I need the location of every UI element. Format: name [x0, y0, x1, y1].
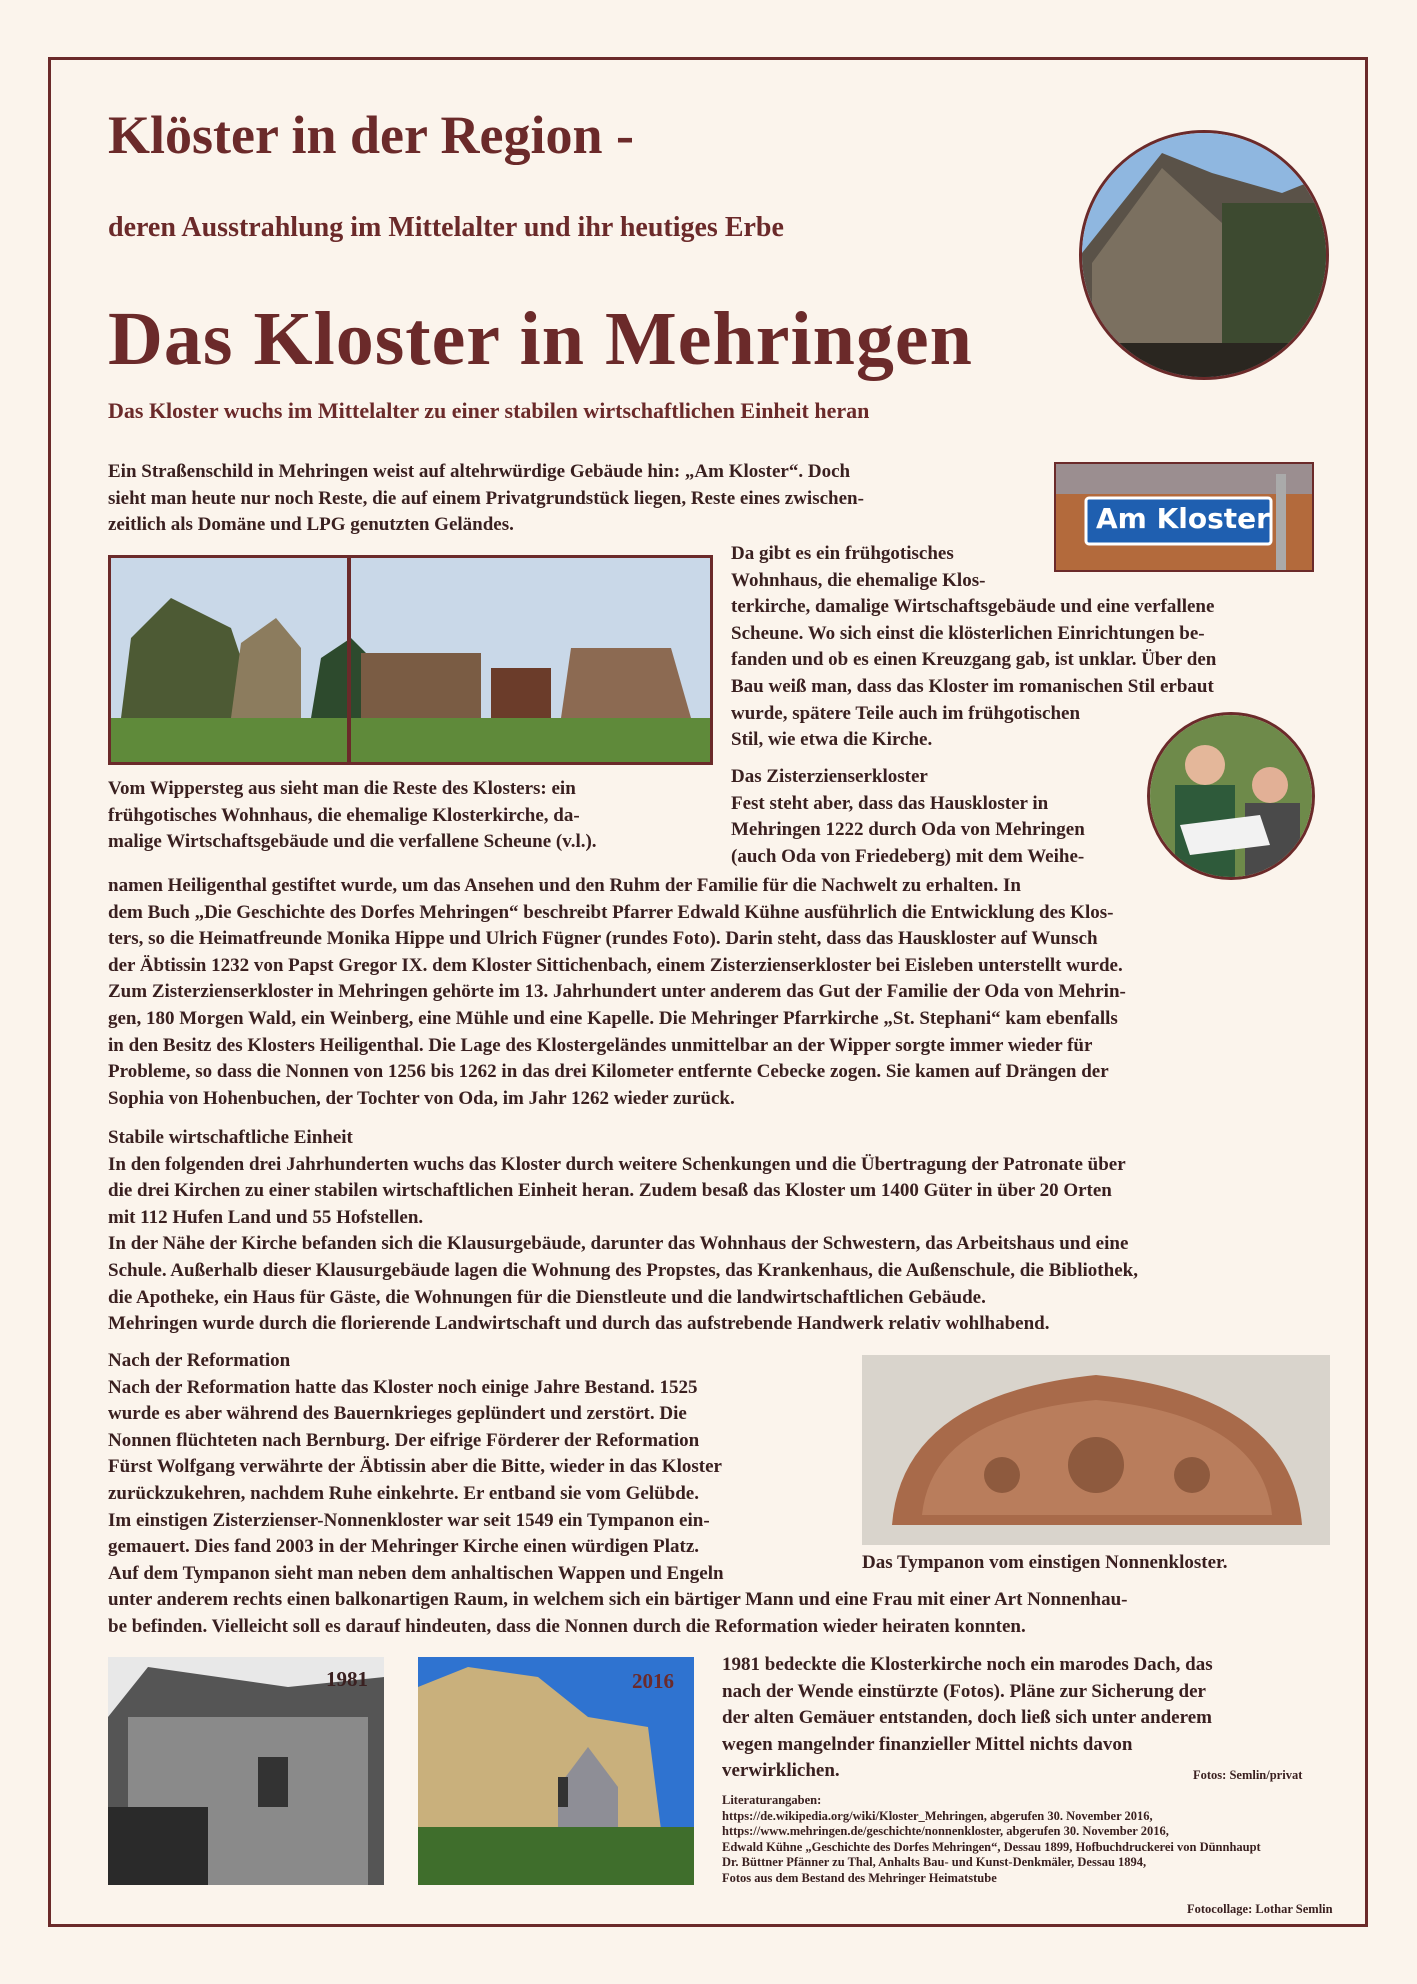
right-column-line: Bau weiß man, dass das Kloster im romanischen Stil erbaut — [731, 675, 1214, 697]
zisterzienser-line: Fest steht aber, dass das Hauskloster in — [731, 792, 1049, 814]
reformation-line: Fürst Wolfgang verwährte der Äbtissin aber die Bitte, wieder in das Kloster — [108, 1456, 722, 1478]
zisterzienser-line: Mehringen 1222 durch Oda von Mehringen — [731, 819, 1085, 841]
intro-line: sieht man heute nur noch Reste, die auf einem Privatgrundstück liegen, Reste eines zwischen- — [108, 487, 864, 509]
reformation-line: Nonnen flüchteten nach Bernburg. Der eifrige Förderer der Reformation — [108, 1429, 700, 1451]
main-title: Das Kloster in Mehringen — [108, 297, 973, 381]
reformation-line: zurückzukehren, nachdem Ruhe einkehrte. Er entband sie vom Gelübde. — [108, 1482, 699, 1504]
ruin-illustration — [1082, 133, 1329, 380]
intro-line: Ein Straßenschild in Mehringen weist auf altehrwürdige Gebäude hin: „Am Kloster“. Doch — [108, 461, 851, 482]
final-line: der alten Gemäuer entstanden, doch ließ sich unter anderem — [722, 1707, 1212, 1729]
literature-section — [722, 1793, 1332, 1886]
photo-caption-line: Vom Wippersteg aus sieht man die Reste des Klosters: ein — [108, 778, 576, 799]
zisterzienser-body-line: Zum Zisterzienserkloster in Mehringen gehörte im 13. Jahrhundert unter anderem das Gut der Familie der Oda von Mehrin- — [108, 981, 1126, 1003]
literature-item: https://www.mehringen.de/geschichte/nonnenkloster, abgerufen 30. November 2016, — [722, 1824, 1169, 1838]
stabil-line: Mehringen wurde durch die florierende Landwirtschaft und durch das aufstrebende Handwerk relativ wohlhabend. — [108, 1313, 1050, 1335]
page-title: Klöster in der Region - — [108, 105, 634, 165]
heimatfreunde-round-photo — [1147, 712, 1315, 880]
stabil-section — [108, 1125, 1333, 1338]
literature-item: https://de.wikipedia.org/wiki/Kloster_Mehringen, abgerufen 30. November 2016, — [722, 1808, 1153, 1823]
reformation-line: wurde es aber während des Bauernkrieges geplündert und zerstört. Die — [108, 1403, 687, 1425]
stabil-line: die drei Kirchen zu einer stabilen wirtschaftlichen Einheit heran. Zudem besaß das Kloster um 1400 Güter in über 20 Orten — [108, 1180, 1112, 1202]
intro-paragraph — [108, 459, 1048, 539]
page-subtitle: deren Ausstrahlung im Mittelalter und ihr heutiges Erbe — [108, 212, 784, 243]
zisterzienser-body-line: Probleme, so dass die Nonnen von 1256 bis 1262 in das drei Kilometer entfernte Cebecke zogen. Sie kamen auf Drängen der — [108, 1061, 1109, 1083]
collage-credit: Fotocollage: Lothar Semlin — [1187, 1902, 1333, 1916]
stabil-line: In den folgenden drei Jahrhunderten wuchs das Kloster durch weitere Schenkungen und die Übertragung der Patronate über — [108, 1153, 1126, 1175]
street-sign-text: Am Kloster — [1096, 502, 1270, 535]
reformation-section — [108, 1348, 868, 1587]
literature-heading: Literaturangaben: — [722, 1793, 822, 1807]
tympanon-caption: Das Tympanon vom einstigen Nonnenkloster. — [862, 1552, 1228, 1573]
reformation-line: unter anderem rechts einen balkonartigen Raum, in welchem sich ein bärtiger Mann und eine Frau mit einer Art Nonnenhau- — [108, 1589, 1128, 1610]
stabil-line: die Apotheke, ein Haus für Gäste, die Wohnungen für die Dienstleute und die landwirtschaftlichen Gebäude. — [108, 1286, 986, 1308]
photo-caption — [108, 776, 708, 856]
right-column-line: wurde, spätere Teile auch im frühgotischen — [731, 702, 1081, 724]
photo-2016 — [418, 1657, 694, 1885]
final-line: wegen mangelnder finanzieller Mittel nichts davon — [722, 1733, 1133, 1755]
final-paragraph — [722, 1652, 1332, 1785]
lead-text: Das Kloster wuchs im Mittelalter zu einer stabilen wirtschaftlichen Einheit heran — [108, 398, 870, 423]
zisterzienser-body-line: der Äbtissin 1232 von Papst Gregor IX. dem Kloster Sittichenbach, einem Zisterzienserkloster bei Eisleben unterstellt wurde. — [108, 954, 1123, 976]
intro-line: zeitlich als Domäne und LPG genutzten Geländes. — [108, 514, 514, 536]
zisterzienser-body-line: namen Heiligenthal gestiftet wurde, um das Ansehen und den Ruhm der Familie für die Nachwelt zu erhalten. In — [108, 875, 1021, 896]
ruin-round-photo — [1079, 130, 1329, 380]
right-column-line: fanden und ob es einen Kreuzgang gab, ist unklar. Über den — [731, 649, 1217, 671]
monastery-remains-illustration — [111, 558, 710, 762]
stabil-line: mit 112 Hufen Land und 55 Hofstellen. — [108, 1206, 424, 1228]
zisterzienser-body-line: gen, 180 Morgen Wald, ein Weinberg, eine Mühle und eine Kapelle. Die Mehringer Pfarrkirche „St. Stephani“ kam ebenfalls — [108, 1007, 1118, 1029]
tympanon-photo — [862, 1355, 1330, 1545]
monastery-remains-photo — [108, 555, 713, 765]
stabil-heading: Stabile wirtschaftliche Einheit — [108, 1127, 353, 1148]
final-line: 1981 bedeckte die Klosterkirche noch ein marodes Dach, das — [722, 1654, 1213, 1675]
right-column-line: terkirche, damalige Wirtschaftsgebäude und eine verfallene — [731, 596, 1215, 618]
photo-caption-line: frühgotisches Wohnhaus, die ehemalige Klosterkirche, da- — [108, 804, 580, 826]
literature-item: Dr. Büttner Pfänner zu Thal, Anhalts Bau- und Kunst-Denkmäler, Dessau 1894, — [722, 1855, 1147, 1869]
zisterzienser-body-line: ters, so die Heimatfreunde Monika Hippe und Ulrich Fügner (rundes Foto). Darin steht, dass das Hauskloster auf Wunsch — [108, 928, 1098, 950]
zisterzienser-line: (auch Oda von Friedeberg) mit dem Weihe- — [731, 845, 1085, 867]
right-column-line: Stil, wie etwa die Kirche. — [731, 729, 933, 751]
reformation-heading: Nach der Reformation — [108, 1350, 291, 1371]
zisterzienser-body-line: dem Buch „Die Geschichte des Dorfes Mehringen“ beschreibt Pfarrer Edwald Kühne ausführlich die Entwicklung des Klos- — [108, 901, 1114, 923]
literature-item: Fotos aus dem Bestand des Mehringer Heimatstube — [722, 1870, 997, 1885]
photo-1981-label: 1981 — [326, 1667, 368, 1691]
zisterzienser-body — [108, 873, 1333, 1112]
photo-credit: Fotos: Semlin/privat — [1193, 1768, 1303, 1782]
photo-1981 — [108, 1657, 384, 1885]
final-line: verwirklichen. — [722, 1760, 840, 1782]
reformation-line: gemauert. Dies fand 2003 in der Mehringer Kirche einen würdigen Platz. — [108, 1536, 700, 1558]
stabil-line: Schule. Außerhalb dieser Klausurgebäude lagen die Wohnung des Propstes, das Krankenhaus, die Außenschule, die Bibliothek, — [108, 1259, 1138, 1281]
photo-caption-line: malige Wirtschaftsgebäude und die verfallene Scheune (v.l.). — [108, 831, 597, 853]
literature-item: Edwald Kühne „Geschichte des Dorfes Mehringen“, Dessau 1899, Hofbuchdruckerei von Dünnhaupt — [722, 1839, 1261, 1854]
zisterzienser-body-line: Sophia von Hohenbuchen, der Tochter von Oda, im Jahr 1262 wieder zurück. — [108, 1087, 735, 1109]
people-illustration — [1150, 715, 1315, 880]
tympanon-illustration — [862, 1355, 1330, 1545]
final-line: nach der Wende einstürzte (Fotos). Pläne zur Sicherung der — [722, 1680, 1206, 1702]
right-column-line: Da gibt es ein frühgotisches — [731, 543, 954, 564]
zisterzienser-body-line: in den Besitz des Klosters Heiligenthal. Die Lage des Klostergeländes unmittelbar an der Wipper sorgte immer wieder für — [108, 1034, 1093, 1056]
reformation-bottom — [108, 1587, 1333, 1640]
right-column-line: Wohnhaus, die ehemalige Klos- — [731, 569, 986, 591]
reformation-line: Im einstigen Zisterzienser-Nonnenkloster war seit 1549 ein Tympanon ein- — [108, 1509, 710, 1531]
photo-2016-label: 2016 — [632, 1669, 674, 1693]
reformation-line: be befinden. Vielleicht soll es darauf hindeuten, dass die Nonnen durch die Reformation wieder heiraten konnten. — [108, 1615, 1026, 1637]
right-column-line: Scheune. Wo sich einst die klösterlichen Einrichtungen be- — [731, 622, 1205, 644]
reformation-line: Nach der Reformation hatte das Kloster noch einige Jahre Bestand. 1525 — [108, 1376, 698, 1398]
zisterzienser-top — [731, 764, 1151, 870]
zisterzienser-heading: Das Zisterzienserkloster — [731, 766, 928, 787]
stabil-line: In der Nähe der Kirche befanden sich die Klausurgebäude, darunter das Wohnhaus der Schwestern, das Arbeitshaus und eine — [108, 1233, 1129, 1255]
reformation-line: Auf dem Tympanon sieht man neben dem anhaltischen Wappen und Engeln — [108, 1562, 724, 1584]
